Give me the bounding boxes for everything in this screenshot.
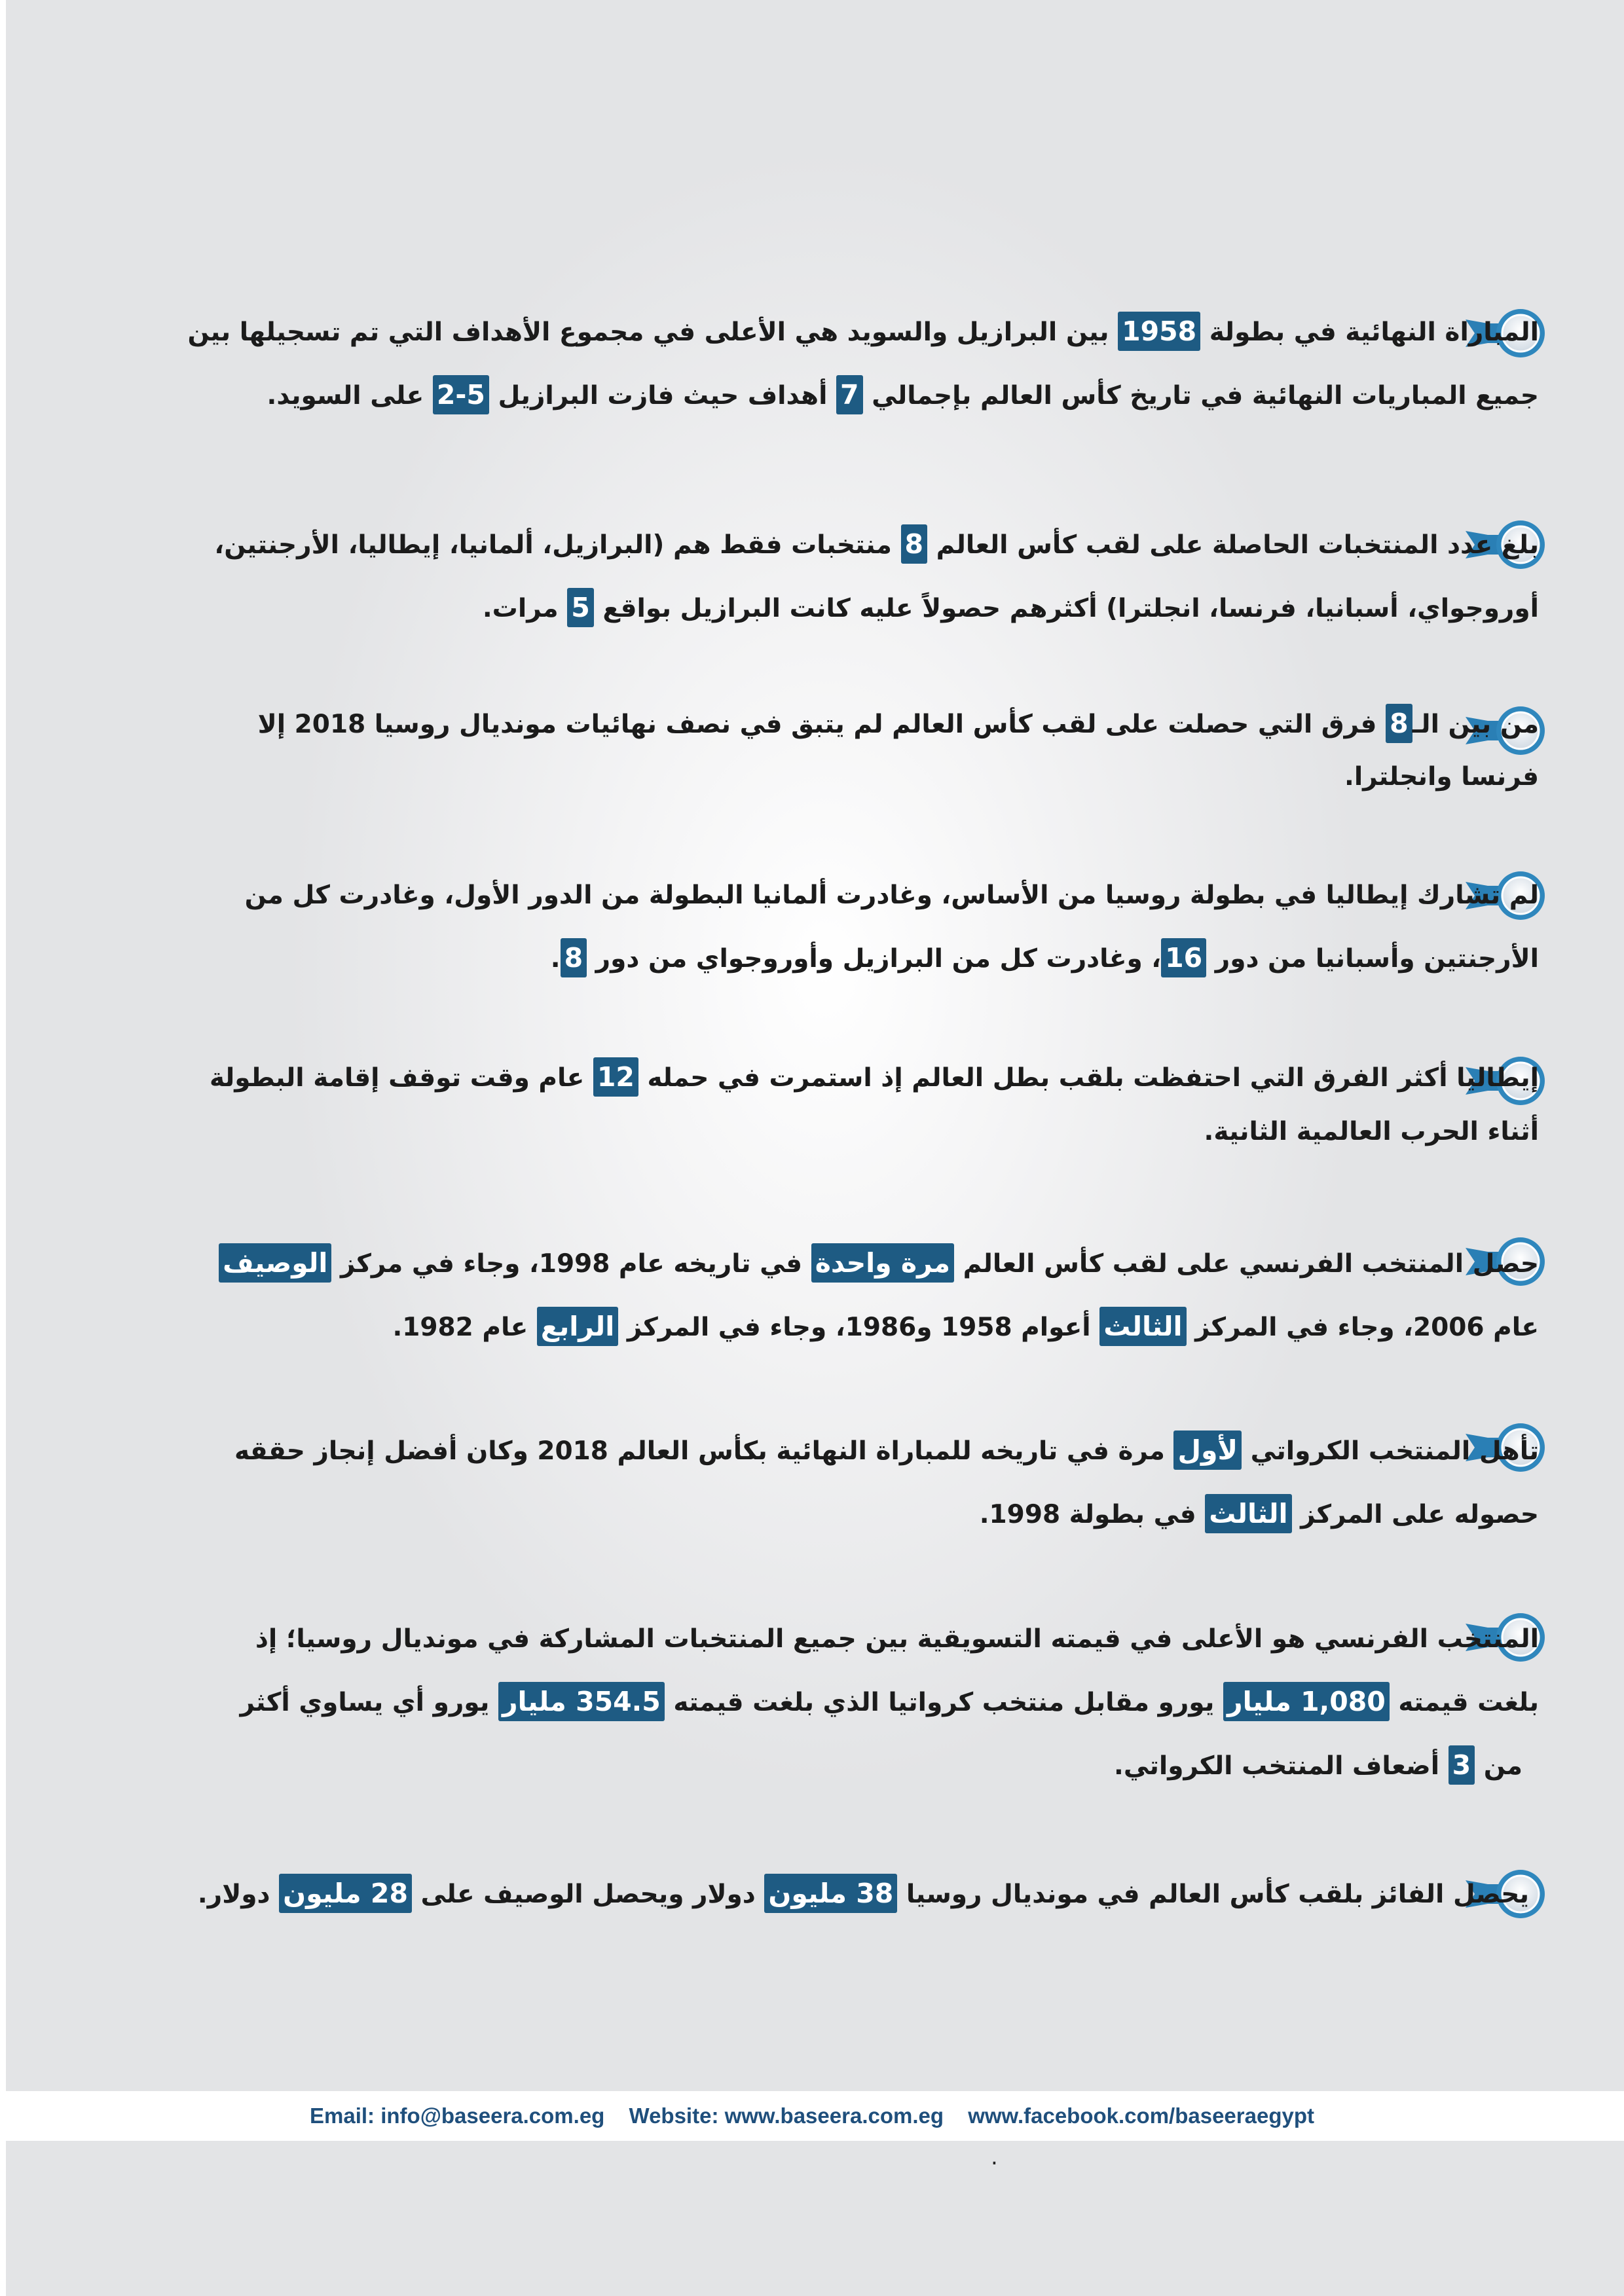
highlight-badge: مرة واحدة xyxy=(811,1243,954,1283)
highlight-badge: 28 مليون xyxy=(279,1874,412,1913)
highlight-badge: 3 xyxy=(1449,1745,1475,1785)
highlight-badge: 8 xyxy=(901,524,928,564)
fact-line: فرنسا وانجلترا. xyxy=(1344,762,1539,792)
fact-item xyxy=(187,301,1539,428)
facebook-link[interactable]: www.facebook.com/baseeraegypt xyxy=(968,2104,1314,2128)
stray-dot: . xyxy=(991,2144,998,2170)
contact-footer xyxy=(0,2091,1624,2141)
fact-line: من 3 أضعاف المنتخب الكرواتي. xyxy=(240,1734,1539,1798)
highlight-badge: لأول xyxy=(1173,1430,1242,1470)
fact-line: بلغ عدد المنتخبات الحاصلة على لقب كأس العالم 8 منتخبات فقط هم (البرازيل، ألمانيا، إيطاليا، الأرجنتين، xyxy=(214,513,1539,577)
highlight-badge: 8 xyxy=(561,938,587,977)
highlight-badge: الوصيف xyxy=(219,1243,331,1283)
fact-line: حصوله على المركز الثالث في بطولة 1998. xyxy=(234,1483,1539,1546)
fact-line: يحصل الفائز بلقب كأس العالم في مونديال روسيا 38 مليون دولار ويحصل الوصيف على 28 مليون دولار. xyxy=(198,1863,1529,1926)
fact-item xyxy=(234,1419,1539,1546)
highlight-badge: 1958 xyxy=(1118,312,1200,351)
highlight-badge: 5 xyxy=(567,588,594,627)
fact-line: من بين الـ8 فرق التي حصلت على لقب كأس العالم لم يتبق في نصف نهائيات مونديال روسيا 2018 إلا xyxy=(258,699,1539,751)
highlight-badge: الثالث xyxy=(1205,1494,1291,1533)
highlight-badge: 7 xyxy=(836,375,863,414)
fact-line: المباراة النهائية في بطولة 1958 بين البرازيل والسويد هي الأعلى في مجموع الأهداف التي تم تسجيلها بين xyxy=(187,301,1539,364)
fact-line: جميع المباريات النهائية في تاريخ كأس العالم بإجمالي 7 أهداف حيث فازت البرازيل 2-5 على السويد. xyxy=(187,364,1539,428)
fact-item xyxy=(198,1863,1529,1926)
fact-item xyxy=(219,1232,1539,1359)
highlight-badge: الثالث xyxy=(1099,1307,1186,1346)
highlight-badge: 354.5 مليار xyxy=(498,1682,665,1721)
highlight-badge: 1,080 مليار xyxy=(1223,1682,1390,1721)
email-link[interactable]: Email: info@baseera.com.eg xyxy=(310,2104,605,2128)
highlight-badge: 12 xyxy=(593,1057,638,1097)
fact-line: أثناء الحرب العالمية الثانية. xyxy=(1204,1117,1539,1146)
fact-line: تأهل المنتخب الكرواتي لأول مرة في تاريخه للمباراة النهائية بكأس العالم 2018 وكان أفضل إنجاز حققه xyxy=(234,1419,1539,1483)
fact-line: إيطاليا أكثر الفرق التي احتفظت بلقب بطل العالم إذ استمرت في حمله 12 عام وقت توقف إقامة البطولة xyxy=(210,1051,1539,1105)
fact-item xyxy=(258,699,1539,803)
page-edge xyxy=(0,0,6,2296)
highlight-badge: 38 مليون xyxy=(764,1874,897,1913)
fact-item xyxy=(214,513,1539,640)
fact-line: أوروجواي، أسبانيا، فرنسا، انجلترا) أكثرهم حصولاً عليه كانت البرازيل بواقع 5 مرات. xyxy=(214,577,1539,640)
fact-item xyxy=(240,1607,1539,1798)
fact-item xyxy=(210,1051,1539,1159)
fact-line: بلغت قيمته 1,080 مليار يورو مقابل منتخب كرواتيا الذي بلغت قيمته 354.5 مليار يورو أي يساوي أكثر xyxy=(240,1671,1539,1734)
website-link[interactable]: Website: www.baseera.com.eg xyxy=(629,2104,944,2128)
fact-line: الأرجنتين وأسبانيا من دور 16، وغادرت كل من البرازيل وأوروجواي من دور 8. xyxy=(245,927,1539,991)
highlight-badge: 16 xyxy=(1161,938,1206,977)
fact-line: حصل المنتخب الفرنسي على لقب كأس العالم مرة واحدة في تاريخه عام 1998، وجاء في مركز الوصيف xyxy=(219,1232,1539,1296)
fact-line: المنتخب الفرنسي هو الأعلى في قيمته التسويقية بين جميع المنتخبات المشاركة في مونديال روسيا؛ إذ xyxy=(255,1624,1539,1654)
highlight-badge: 2-5 xyxy=(433,375,489,414)
fact-line: لم تشارك إيطاليا في بطولة روسيا من الأساس، وغادرت ألمانيا البطولة من الدور الأول، وغادرت كل من xyxy=(244,881,1539,910)
fact-line: عام 2006، وجاء في المركز الثالث أعوام 1958 و1986، وجاء في المركز الرابع عام 1982. xyxy=(219,1296,1539,1359)
highlight-badge: 8 xyxy=(1386,704,1412,743)
highlight-badge: الرابع xyxy=(537,1307,618,1346)
fact-item xyxy=(245,864,1539,991)
